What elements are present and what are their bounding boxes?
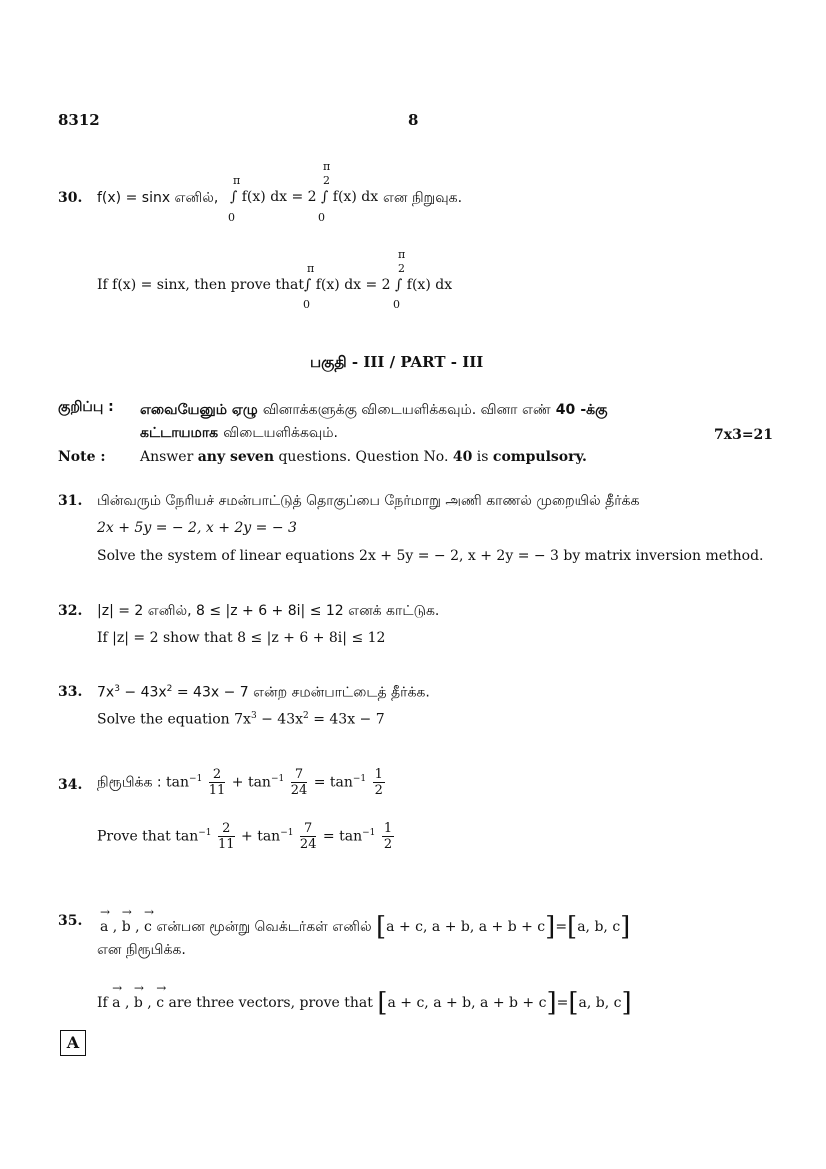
note-ta-answer2: விடையளிக்கவும். bbox=[223, 425, 339, 441]
q35-ta-lhs: a + c, a + b, a + b + c bbox=[386, 919, 546, 935]
note-ta-answer: வினாக்களுக்கு விடையளிக்கவும். வினா எண் bbox=[262, 402, 551, 418]
page-number: 8 bbox=[408, 111, 419, 129]
q34-tamil-row: நிரூபிக்க : $\tan^{-1}$ $\frac{2}{11}$ + $\tan^{-1}$ $\frac{7}{24}$ = $\tan^{-1}$ $\frac{1}{2}$ bbox=[97, 767, 383, 798]
q35-en-lhs: a + c, a + b, a + b + c bbox=[387, 995, 547, 1011]
note-ta-40: 40 bbox=[555, 402, 576, 418]
q30-english-prefix: If f(x) = sinx, then prove that bbox=[97, 277, 305, 293]
question-number-34: 34. bbox=[58, 777, 83, 793]
paper-code: 8312 bbox=[58, 111, 100, 129]
note-english-label: Note : bbox=[58, 449, 106, 465]
q30-tamil-prefix: f(x) = sinx எனில், bbox=[97, 190, 219, 206]
q30-ta-pi: π bbox=[323, 160, 331, 173]
note-ta-kku: -க்கு bbox=[580, 402, 608, 418]
q32-english: If |z| = 2 show that 8 ≤ |z + 6 + 8i| ≤ 12 bbox=[97, 630, 386, 646]
part-title: பகுதி - III / PART - III bbox=[310, 353, 484, 371]
q35-tamil-row: → a , → b , → c என்பன மூன்று வெக்டர்கள் எனில் [a + c, a + b, a + b + c]=[a, b, c] bbox=[100, 912, 630, 942]
q30-en-upper-pi: π bbox=[307, 262, 315, 275]
q30-tamil-suffix: என நிறுவுக. bbox=[383, 190, 463, 206]
q35-ta-rhs: a, b, c bbox=[577, 919, 621, 935]
q30-ta-upper-pi: π bbox=[233, 174, 241, 187]
q30-ta-lower-0b: 0 bbox=[318, 211, 325, 224]
q30-en-pi: π bbox=[398, 248, 406, 261]
marks-label: 7x3=21 bbox=[714, 427, 774, 443]
q33-english: Solve the equation $7x^3 - 43x^2 = 43x - 7$ bbox=[97, 711, 385, 728]
note-tamil-line2 bbox=[140, 422, 338, 443]
note-ta-compulsory: கட்டாயமாக bbox=[140, 425, 219, 441]
question-number-31: 31. bbox=[58, 493, 83, 509]
q30-integral-english: ∫ f(x) dx = 2 ∫ f(x) dx bbox=[304, 277, 453, 293]
note-tamil-label: குறிப்பு : bbox=[58, 399, 114, 415]
series-box: A bbox=[60, 1030, 86, 1056]
q31-tamil: பின்வரும் நேரியச் சமன்பாட்டுத் தொகுப்பை நேர்மாறு அணி காணல் முறையில் தீர்க்க bbox=[97, 493, 640, 509]
q31-equation: 2x + 5y = − 2, x + 2y = − 3 bbox=[97, 520, 297, 536]
q34-english-row: Prove that $\tan^{-1}$ $\frac{2}{11}$ + $\tan^{-1}$ $\frac{7}{24}$ = $\tan^{-1}$ $\frac{1}{2}$ bbox=[97, 821, 393, 852]
q30-ta-2: 2 bbox=[323, 174, 330, 187]
q30-ta-lower-0: 0 bbox=[228, 211, 235, 224]
q30-en-lower-0b: 0 bbox=[393, 298, 400, 311]
note-english-text: Answer any seven questions. Question No. 40 is compulsory. bbox=[140, 449, 587, 465]
q30-en-2: 2 bbox=[398, 262, 405, 275]
q33-tamil: $7x^3 - 43x^2 = 43x - 7$ என்ற சமன்பாட்டைத் தீர்க்க. bbox=[97, 684, 430, 701]
q31-english: Solve the system of linear equations 2x + 5y = − 2, x + 2y = − 3 by matrix inversion method. bbox=[97, 548, 764, 564]
question-number-32: 32. bbox=[58, 603, 83, 619]
note-ta-any-seven: எவையேனும் ஏழு bbox=[140, 402, 258, 418]
question-number-35: 35. bbox=[58, 913, 83, 929]
q35-tamil-line2: என நிரூபிக்க. bbox=[97, 942, 186, 958]
question-number-33: 33. bbox=[58, 684, 83, 700]
q35-en-rhs: a, b, c bbox=[578, 995, 622, 1011]
q30-integral-tamil: ∫ f(x) dx = 2 ∫ f(x) dx bbox=[230, 189, 379, 205]
note-tamil-line1 bbox=[140, 399, 607, 420]
question-number-30: 30. bbox=[58, 190, 83, 206]
q32-tamil: |z| = 2 எனில், 8 ≤ |z + 6 + 8i| ≤ 12 எனக் காட்டுக. bbox=[97, 603, 440, 619]
q35-english-row: If → a , → b , → c are three vectors, prove that [a + c, a + b, a + b + c]=[a, b, c] bbox=[97, 988, 632, 1018]
q30-en-lower-0: 0 bbox=[303, 298, 310, 311]
